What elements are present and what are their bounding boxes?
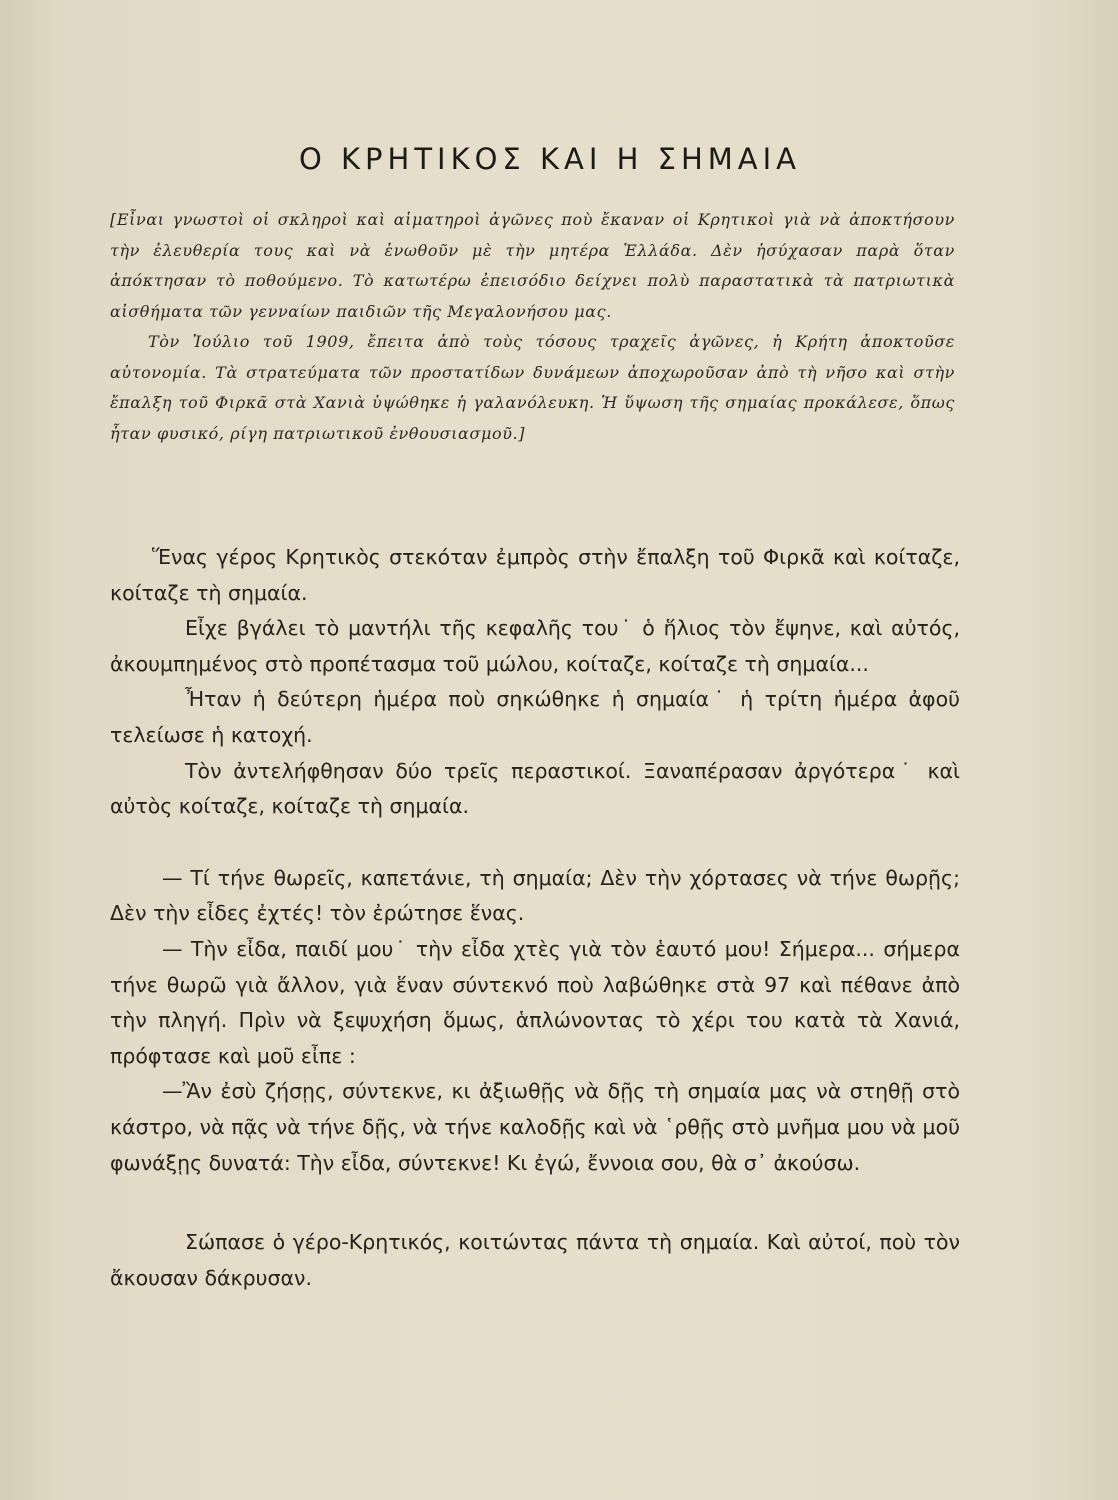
page-title: Ο ΚΡΗΤΙΚΟΣ ΚΑΙ Η ΣΗΜΑΙΑ xyxy=(298,142,802,176)
story-paragraph: Ἕνας γέρος Κρητικὸς στεκόταν ἐμπρὸς στὴν ἔπαλξη τοῦ Φιρκᾶ καὶ κοίταζε, κοίταζε τὴ σημαία. xyxy=(110,545,960,605)
intro-paragraph: Τὸν Ἰούλιο τοῦ 1909, ἔπειτα ἀπὸ τοὺς τόσους τραχεῖς ἀγῶνες, ἡ Κρήτη ἀποκτοῦσε αὐτονομία. Τὰ στρατεύματα τῶν προστατίδων δυνάμεων ἀποχωροῦσαν ἀπὸ τὴ νῆσο καὶ στὴν ἔπαλξη τοῦ Φιρκᾶ στὰ Χανιὰ ὑψώθηκε ἡ γαλανόλευκη. Ἡ ὕψωση τῆς σημαίας προκάλεσε, ὅπως ἦταν φυσικό, ρίγη πατριωτικοῦ ἐνθουσιασμοῦ.] xyxy=(110,332,955,443)
story-paragraph: Εἶχε βγάλει τὸ μαντήλι τῆς κεφαλῆς του˙ ὁ ἥλιος τὸν ἔψηνε, καὶ αὐτός, ἀκουμπημένος στὸ προπέτασμα τοῦ μώλου, κοίταζε, κοίταζε τὴ σημαία... xyxy=(110,616,960,676)
intro-note xyxy=(110,205,955,449)
dialogue-line: — Τί τήνε θωρεῖς, καπετάνιε, τὴ σημαία; Δὲν τὴν χόρτασες νὰ τήνε θωρῇς; Δὲν τὴν εἶδες ἐχτές! τὸν ἐρώτησε ἕνας. xyxy=(110,865,960,926)
story-paragraph: Ἦταν ἡ δεύτερη ἡμέρα ποὺ σηκώθηκε ἡ σημαία˙ ἡ τρίτη ἡμέρα ἀφοῦ τελείωσε ἡ κατοχή. xyxy=(110,687,960,747)
story-paragraph: Τὸν ἀντελήφθησαν δύο τρεῖς περαστικοί. Ξαναπέρασαν ἀργότερα˙ καὶ αὐτὸς κοίταζε, κοίταζε τὴ σημαία. xyxy=(110,758,960,819)
dialogue-line: — Τὴν εἶδα, παιδί μου˙ τὴν εἶδα χτὲς γιὰ τὸν ἑαυτό μου! Σήμερα... σήμερα τήνε θωρῶ γιὰ ἄλλον, γιὰ ἕναν σύντεκνό ποὺ λαβώθηκε στὰ 97 καὶ πέθανε ἀπὸ τὴν πληγή. Πρὶν νὰ ξεψυχήση ὅμως, ἁπλώνοντας τὸ χέρι του κατὰ τὰ Χανιά, πρόφτασε καὶ μοῦ εἶπε : xyxy=(110,936,960,1068)
story-text xyxy=(110,540,960,1296)
intro-paragraph: [Εἶναι γνωστοὶ οἱ σκληροὶ καὶ αἱματηροὶ ἀγῶνες ποὺ ἔκαναν οἱ Κρητικοὶ γιὰ νὰ ἀποκτήσουν τὴν ἐλευθερία τους καὶ νὰ ἑνωθοῦν μὲ τὴν μητέρα Ἑλλάδα. Δὲν ἡσύχασαν παρὰ ὅταν ἀπόκτησαν τὸ ποθούμενο. Τὸ κατωτέρω ἐπεισόδιο δείχνει πολὺ παραστατικὰ τὰ πατριωτικὰ αἰσθήματα τῶν γενναίων παιδιῶν τῆς Μεγαλονήσου μας. xyxy=(110,210,955,321)
dialogue-line: —Ἂν ἐσὺ ζήσῃς, σύντεκνε, κι ἀξιωθῇς νὰ δῇς τὴ σημαία μας νὰ στηθῇ στὸ κάστρο, νὰ πᾷς νὰ τήνε δῇς, νὰ τήνε καλοδῇς καὶ νὰ ῾ρθῇς στὸ μνῆμα μου νὰ μοῦ φωνάξῃς δυνατά: Τὴν εἶδα, σύντεκνε! Κι ἐγώ, ἔννοια σου, θὰ σ᾿ ἀκούσω. xyxy=(110,1079,960,1175)
story-paragraph: Σώπασε ὁ γέρο-Κρητικός, κοιτώντας πάντα τὴ σημαία. Καὶ αὐτοί, ποὺ τὸν ἄκουσαν δάκρυσαν. xyxy=(110,1230,960,1290)
